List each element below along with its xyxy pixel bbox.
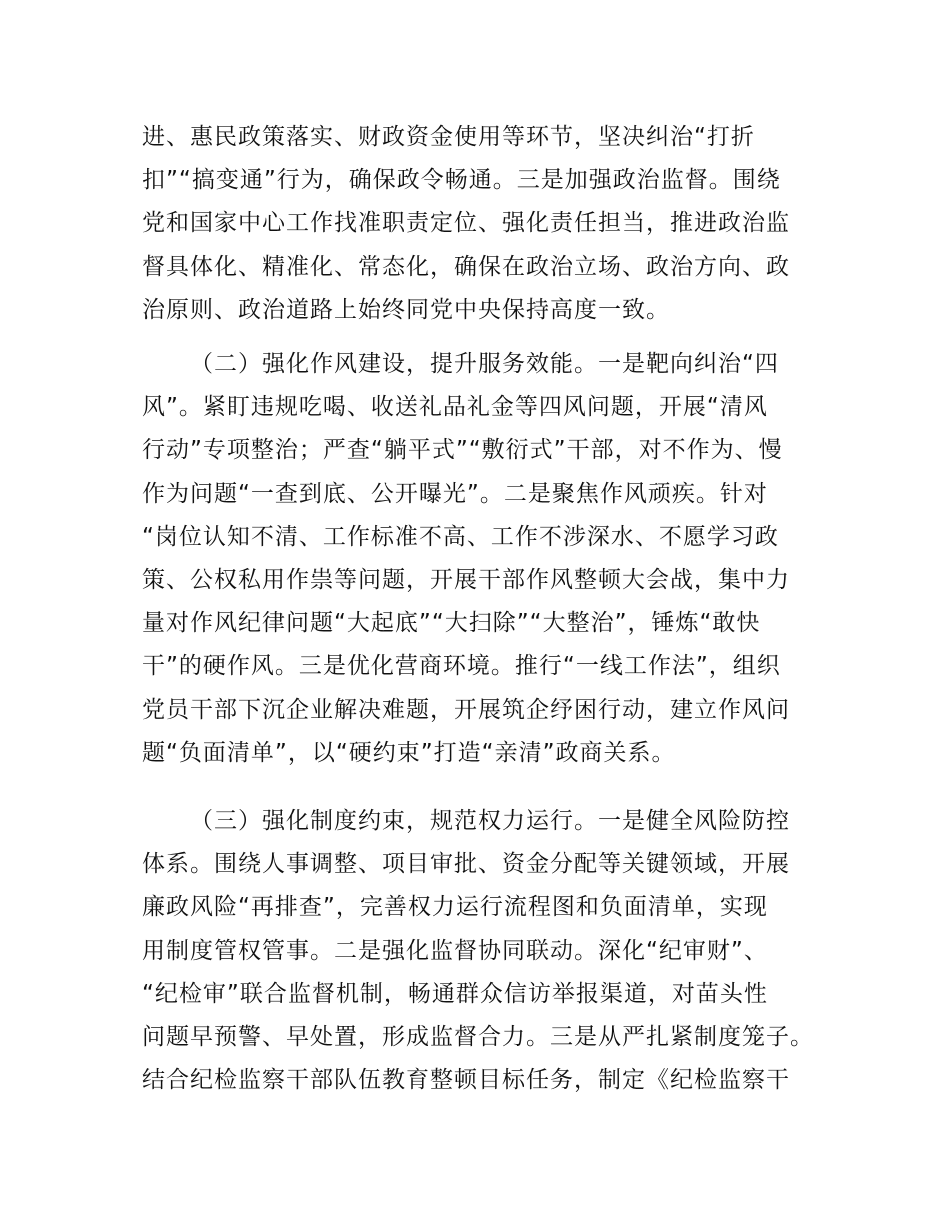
text-line: 量对作风纪律问题“大起底”“大扫除”“大整治”，锤炼“敢快 bbox=[142, 610, 761, 637]
text-line: 题“负面清单”，以“硬约束”打造“亲清”政商关系。 bbox=[142, 739, 676, 766]
text-line: 廉政风险“再排查”，完善权力运行流程图和负面清单，实现 bbox=[142, 894, 768, 921]
text-line: 党和国家中心工作找准职责定位、强化责任担当，推进政治监 bbox=[142, 210, 790, 237]
text-line: （三）强化制度约束，规范权力运行。一是健全风险防控 bbox=[190, 808, 790, 834]
text-line: 督具体化、精准化、常态化，确保在政治立场、政治方向、政 bbox=[142, 253, 790, 280]
text-line: 问题早预警、早处置，形成监督合力。三是从严扎紧制度笼子。 bbox=[142, 1023, 814, 1050]
text-line: “纪检审”联合监督机制，畅通群众信访举报渠道，对苗头性 bbox=[142, 980, 768, 1007]
text-line: 扣”“搞变通”行为，确保政令畅通。三是加强政治监督。围绕 bbox=[142, 167, 781, 194]
text-line: 策、公权私用作祟等问题，开展干部作风整顿大会战，集中力 bbox=[142, 566, 790, 593]
text-line: 治原则、政治道路上始终同党中央保持高度一致。 bbox=[142, 296, 670, 323]
text-line: 干”的硬作风。三是优化营商环境。推行“一线工作法”，组织 bbox=[142, 653, 781, 680]
paragraph-1 bbox=[142, 116, 822, 332]
paragraph-3 bbox=[142, 800, 822, 1102]
text-line: 党员干部下沉企业解决难题，开展筑企纾困行动，建立作风问 bbox=[142, 696, 790, 723]
text-line: 结合纪检监察干部队伍教育整顿目标任务，制定《纪检监察干 bbox=[142, 1067, 790, 1094]
text-line: 行动”专项整治；严查“躺平式”“敷衍式”干部，对不作为、慢 bbox=[142, 437, 783, 464]
text-line: （二）强化作风建设，提升服务效能。一是靶向纠治“四 bbox=[190, 351, 779, 377]
paragraph-2 bbox=[142, 343, 822, 775]
text-line: 风”。紧盯违规吃喝、收送礼品礼金等四风问题，开展“清风 bbox=[142, 394, 768, 421]
text-line: 体系。围绕人事调整、项目审批、资金分配等关键领域，开展 bbox=[142, 851, 790, 878]
text-line: 用制度管权管事。二是强化监督协同联动。深化“纪审财”、 bbox=[142, 937, 768, 964]
text-line: 作为问题“一查到底、公开曝光”。二是聚焦作风顽疾。针对 bbox=[142, 480, 768, 507]
text-line: 进、惠民政策落实、财政资金使用等环节，坚决纠治“打折 bbox=[142, 124, 755, 150]
text-line: “岗位认知不清、工作标准不高、工作不涉深水、不愿学习政 bbox=[142, 523, 779, 550]
